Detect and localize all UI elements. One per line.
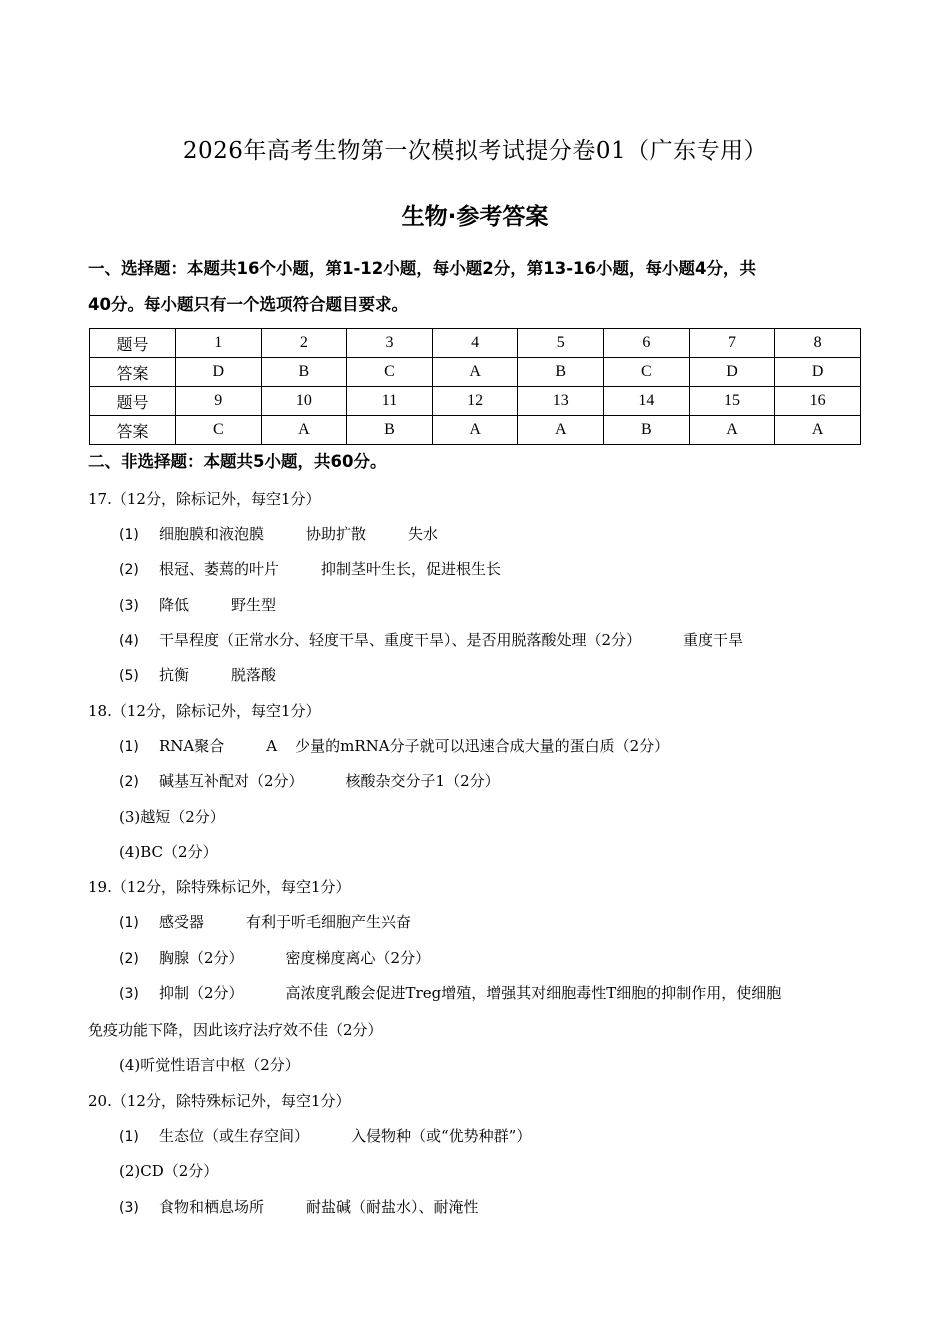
page-title: 2026年高考生物第一次模拟考试提分卷01（广东专用） (182, 138, 768, 164)
table-cell: 15 (689, 387, 775, 416)
q17-item-3 (119, 594, 276, 615)
q18-item-1 (119, 735, 669, 756)
q18-item-2 (119, 770, 500, 791)
table-cell: A (261, 416, 347, 445)
table-cell: C (176, 416, 262, 445)
q18-heading: 18.（12分，除标记外，每空1分） (88, 702, 321, 720)
table-cell: C (604, 358, 690, 387)
table-cell: 10 (261, 387, 347, 416)
table-cell: B (261, 358, 347, 387)
q19-item-3-continued: 免疫功能下降，因此该疗法疗效不佳（2分） (88, 1021, 383, 1039)
item-number: (1) (119, 739, 139, 755)
q19-item-3 (119, 982, 781, 1003)
item-number: (2) (119, 774, 139, 790)
q17-item-5 (119, 664, 276, 685)
table-cell: 16 (775, 387, 861, 416)
section2-heading: 二、非选择题：本题共5小题，共60分。 (88, 452, 387, 471)
table-cell: A (432, 358, 518, 387)
item-number: (2) (119, 951, 139, 967)
q19-item-2 (119, 947, 430, 968)
table-cell: 2 (261, 329, 347, 358)
table-cell: 4 (432, 329, 518, 358)
answer-text: 少量的mRNA分子就可以迅速合成大量的蛋白质（2分） (295, 737, 670, 755)
table-cell: D (689, 358, 775, 387)
answer-text: 抑制茎叶生长，促进根生长 (321, 560, 502, 578)
q17-item-1 (119, 523, 438, 544)
table-cell: 8 (775, 329, 861, 358)
table-cell: 6 (604, 329, 690, 358)
table-cell: B (347, 416, 433, 445)
q17-item-2 (119, 558, 501, 579)
table-cell: 答案 (90, 358, 176, 387)
q19-item-1 (119, 911, 411, 932)
q19-item-4: (4)听觉性语言中枢（2分） (119, 1056, 300, 1074)
q20-item-2: (2)CD（2分） (119, 1162, 219, 1180)
table-row (90, 387, 861, 416)
answer-text: 胸腺（2分） (159, 949, 244, 967)
answer-text: 重度干旱 (683, 631, 744, 649)
q18-item-3: (3)越短（2分） (119, 808, 225, 826)
item-number: (3) (119, 986, 139, 1002)
answer-text: RNA聚合 (159, 737, 225, 755)
answer-text: 抑制（2分） (159, 984, 244, 1002)
table-cell: 题号 (90, 329, 176, 358)
q20-heading: 20.（12分，除特殊标记外，每空1分） (88, 1092, 351, 1110)
section1-heading-line1: 一、选择题：本题共16个小题，第1-12小题，每小题2分，第13-16小题，每小题4分，共 (88, 259, 756, 278)
table-row (90, 358, 861, 387)
item-number: (5) (119, 668, 139, 684)
answer-text: 细胞膜和液泡膜 (159, 525, 265, 543)
table-cell: 1 (176, 329, 262, 358)
q18-item-4: (4)BC（2分） (119, 843, 218, 861)
answer-text: 有利于听毛细胞产生兴奋 (246, 913, 412, 931)
answer-text: A (266, 737, 278, 755)
answer-text: 脱落酸 (231, 666, 277, 684)
table-cell: 答案 (90, 416, 176, 445)
q20-item-3 (119, 1196, 479, 1217)
answer-text: 生态位（或生存空间） (159, 1127, 310, 1145)
table-cell: A (775, 416, 861, 445)
table-cell: B (518, 358, 604, 387)
table-cell: 13 (518, 387, 604, 416)
answer-text: 野生型 (231, 596, 277, 614)
answer-text: 核酸杂交分子1（2分） (345, 772, 500, 790)
table-cell: 14 (604, 387, 690, 416)
answer-text: 失水 (408, 525, 439, 543)
table-cell: 9 (176, 387, 262, 416)
table-cell: 12 (432, 387, 518, 416)
answer-text: 感受器 (159, 913, 205, 931)
q17-item-4 (119, 629, 743, 650)
table-row (90, 329, 861, 358)
q17-heading: 17.（12分，除标记外，每空1分） (88, 490, 321, 508)
answer-text: 入侵物种（或“优势种群”） (351, 1127, 532, 1145)
item-number: (3) (119, 598, 139, 614)
section1-heading-line2: 40分。每小题只有一个选项符合题目要求。 (88, 295, 408, 314)
item-number: (4) (119, 633, 139, 649)
table-cell: A (432, 416, 518, 445)
table-cell: 题号 (90, 387, 176, 416)
answer-text: 协助扩散 (306, 525, 367, 543)
q19-heading: 19.（12分，除特殊标记外，每空1分） (88, 878, 351, 896)
answer-table (89, 328, 861, 445)
answer-text: 根冠、萎蔫的叶片 (159, 560, 280, 578)
table-cell: 5 (518, 329, 604, 358)
table-cell: B (604, 416, 690, 445)
answer-text: 食物和栖息场所 (159, 1198, 265, 1216)
table-cell: 3 (347, 329, 433, 358)
answer-text: 碱基互补配对（2分） (159, 772, 304, 790)
item-number: (2) (119, 562, 139, 578)
table-row (90, 416, 861, 445)
table-cell: A (518, 416, 604, 445)
table-cell: D (176, 358, 262, 387)
item-number: (3) (119, 1200, 139, 1216)
answer-text: 高浓度乳酸会促进Treg增殖，增强其对细胞毒性T细胞的抑制作用，使细胞 (285, 984, 782, 1002)
table-cell: A (689, 416, 775, 445)
answer-text: 降低 (159, 596, 190, 614)
page-subtitle: 生物·参考答案 (401, 204, 549, 230)
table-cell: 11 (347, 387, 433, 416)
item-number: (1) (119, 1129, 139, 1145)
answer-text: 耐盐碱（耐盐水）、耐淹性 (306, 1198, 479, 1216)
item-number: (1) (119, 915, 139, 931)
answer-text: 抗衡 (159, 666, 190, 684)
table-cell: C (347, 358, 433, 387)
answer-text: 干旱程度（正常水分、轻度干旱、重度干旱）、是否用脱落酸处理（2分） (159, 631, 642, 649)
answer-text: 密度梯度离心（2分） (285, 949, 431, 967)
item-number: (1) (119, 527, 139, 543)
table-cell: 7 (689, 329, 775, 358)
q20-item-1 (119, 1125, 531, 1146)
table-cell: D (775, 358, 861, 387)
